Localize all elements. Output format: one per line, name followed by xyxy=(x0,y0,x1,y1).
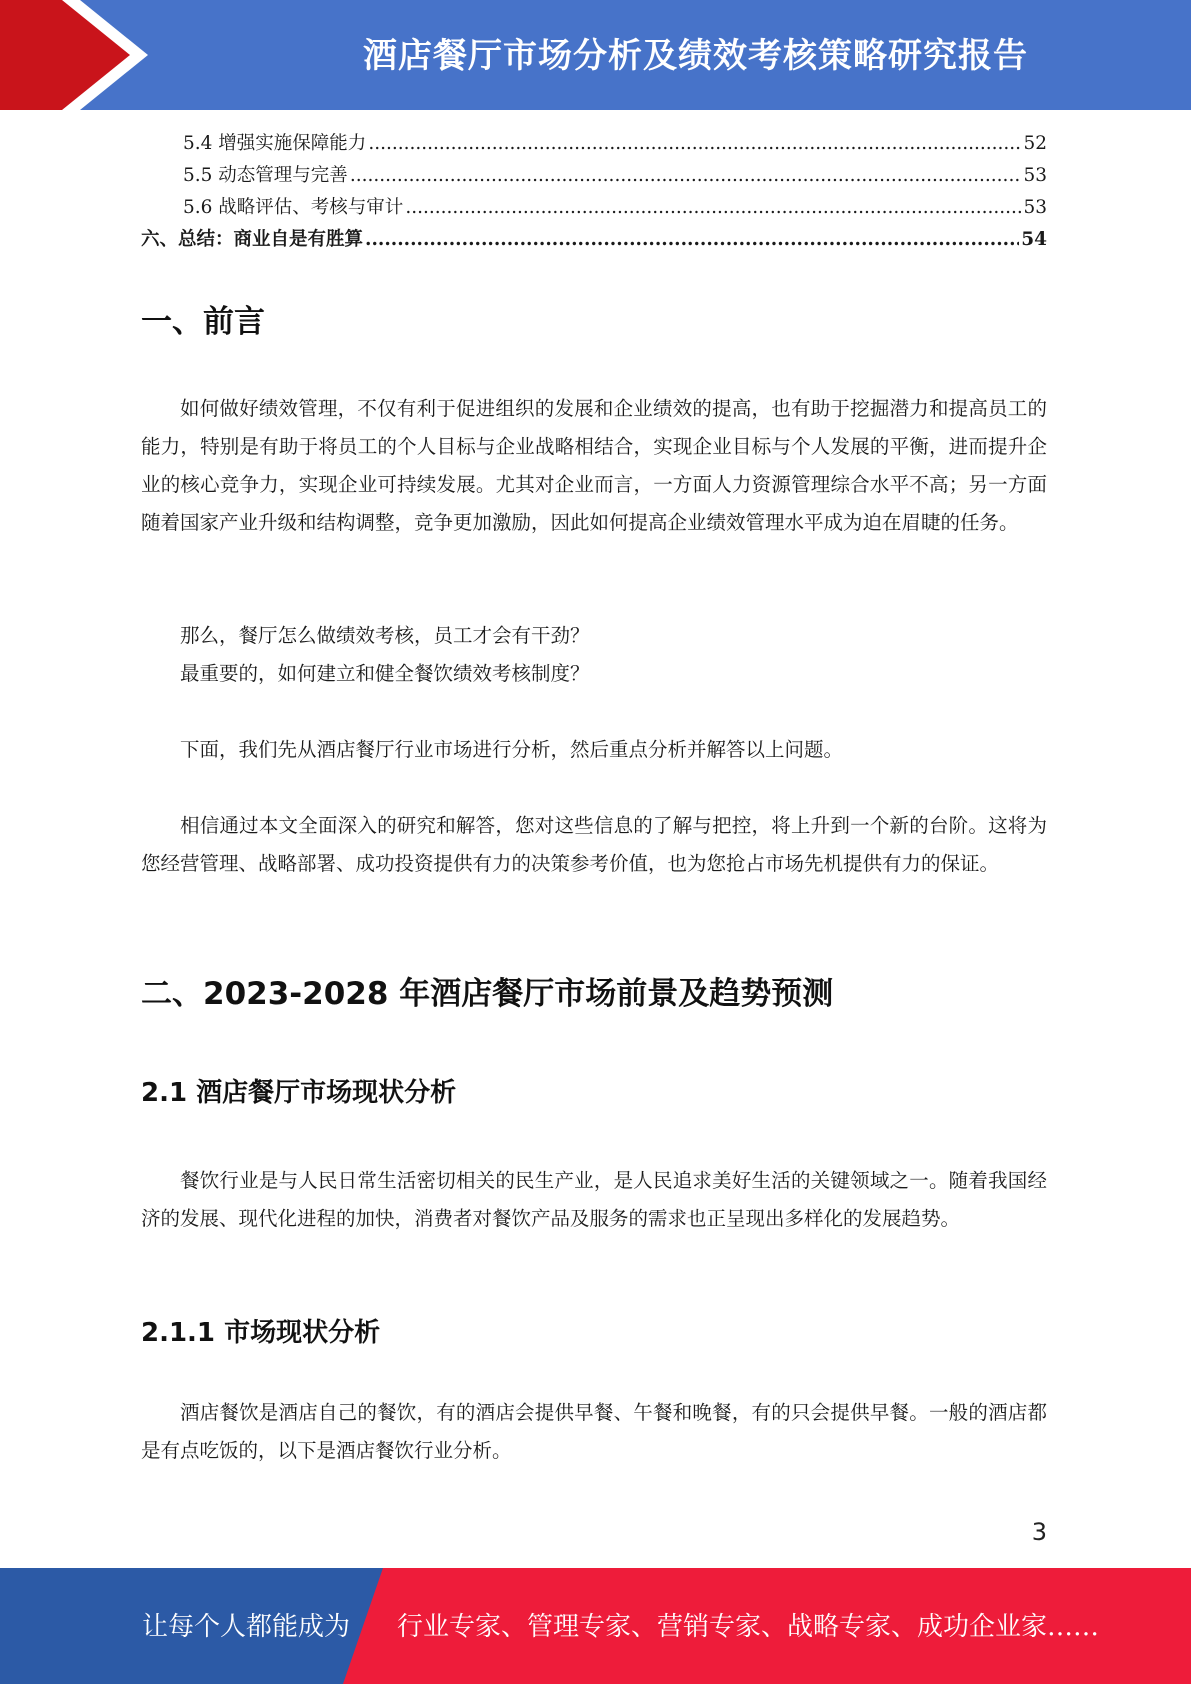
toc-leader-dots xyxy=(365,224,1019,256)
toc-leader-dots xyxy=(368,128,1021,160)
toc-item[interactable] xyxy=(141,160,1047,192)
paragraph-2-1: 餐饮行业是与人民日常生活密切相关的民生产业，是人民追求美好生活的关键领域之一。随着我国经济的发展、现代化进程的加快，消费者对餐饮产品及服务的需求也正呈现出多样化的发展趋势。 xyxy=(141,1169,1047,1230)
subsection-heading-2-1-1: 2.1.1 市场现状分析 xyxy=(141,1318,381,1348)
toc-item[interactable] xyxy=(141,192,1047,224)
paragraph-preface-2: 下面，我们先从酒店餐厅行业市场进行分析，然后重点分析并解答以上问题。 xyxy=(180,738,844,761)
paragraph-question-2: 最重要的，如何建立和健全餐饮绩效考核制度？ xyxy=(180,662,590,685)
paragraph-question-1: 那么，餐厅怎么做绩效考核，员工才会有干劲？ xyxy=(180,624,590,647)
toc-item[interactable] xyxy=(141,224,1047,256)
toc-item-page: 53 xyxy=(1023,165,1047,186)
subsection-heading-2-1: 2.1 酒店餐厅市场现状分析 xyxy=(141,1078,457,1108)
header-banner xyxy=(0,0,1191,110)
document-title: 酒店餐厅市场分析及绩效考核策略研究报告 xyxy=(363,36,1028,76)
footer-banner xyxy=(0,1568,1191,1684)
toc-item-page: 54 xyxy=(1021,229,1047,250)
toc-leader-dots xyxy=(350,160,1022,192)
footer-slogan-left: 让每个人都能成为 xyxy=(142,1612,351,1642)
toc-item-label: 5.5 动态管理与完善 xyxy=(183,165,348,186)
footer-slogan-right: 行业专家、管理专家、营销专家、战略专家、成功企业家…… xyxy=(397,1612,1100,1642)
page-number: 3 xyxy=(1031,1518,1047,1546)
toc-leader-dots xyxy=(405,192,1021,224)
paragraph-preface-3: 相信通过本文全面深入的研究和解答，您对这些信息的了解与把控，将上升到一个新的台阶。这将为您经营管理、战略部署、成功投资提供有力的决策参考价值，也为您抢占市场先机提供有力的保证。 xyxy=(141,814,1047,875)
toc-item-page: 53 xyxy=(1023,197,1047,218)
paragraph-2-1-1: 酒店餐饮是酒店自己的餐饮，有的酒店会提供早餐、午餐和晚餐，有的只会提供早餐。一般的酒店都是有点吃饭的，以下是酒店餐饮行业分析。 xyxy=(141,1401,1047,1462)
toc-item-label: 5.6 战略评估、考核与审计 xyxy=(183,197,404,218)
toc-item-label: 六、总结：商业自是有胜算 xyxy=(141,229,364,250)
table-of-contents xyxy=(141,128,1047,256)
section-heading-preface: 一、前言 xyxy=(141,304,265,340)
toc-item-label: 5.4 增强实施保障能力 xyxy=(183,133,367,154)
paragraph-preface-1: 如何做好绩效管理，不仅有利于促进组织的发展和企业绩效的提高，也有助于挖掘潜力和提高员工的能力，特别是有助于将员工的个人目标与企业战略相结合，实现企业目标与个人发展的平衡，进而提升企业的核心竞争力，实现企业可持续发展。尤其对企业而言，一方面人力资源管理综合水平不高；另一方面随着国家产业升级和结构调整，竞争更加激励，因此如何提高企业绩效管理水平成为迫在眉睫的任务。 xyxy=(141,397,1047,534)
toc-item-page: 52 xyxy=(1023,133,1047,154)
section-heading-forecast: 二、2023-2028 年酒店餐厅市场前景及趋势预测 xyxy=(141,976,834,1012)
toc-item[interactable] xyxy=(141,128,1047,160)
